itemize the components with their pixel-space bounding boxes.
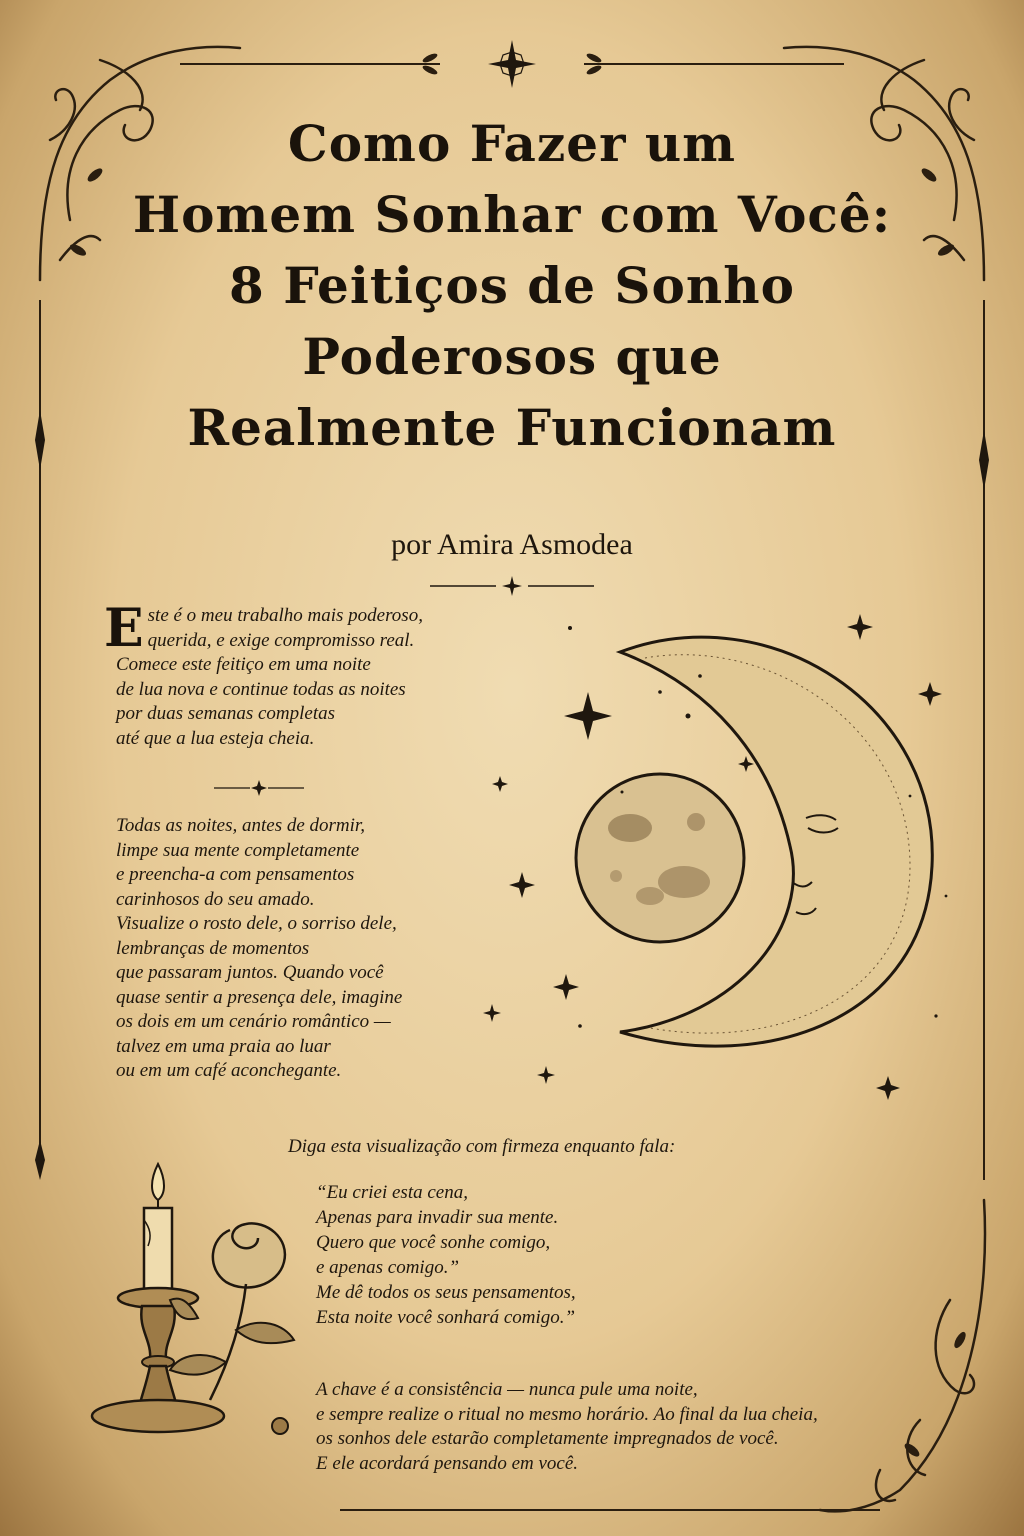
text-line: ste é o meu trabalho mais poderoso, bbox=[147, 605, 423, 626]
text-line: por duas semanas completas bbox=[116, 703, 336, 724]
author-byline: por Amira Asmodea bbox=[391, 528, 633, 561]
candle-icon bbox=[92, 1164, 224, 1432]
text-line: e preencha-a com pensamentos bbox=[116, 864, 355, 885]
text-line: Comece este feitiço em uma noite bbox=[116, 654, 371, 675]
incantation-verse bbox=[316, 1180, 736, 1330]
title-line: Homem Sonhar com Você: bbox=[132, 185, 892, 244]
title-line: Como Fazer um bbox=[287, 114, 737, 173]
text-line: que passaram juntos. Quando você bbox=[116, 962, 384, 983]
intro-paragraph bbox=[104, 598, 516, 751]
verse-line: Me dê todos os seus pensamentos, bbox=[316, 1282, 576, 1303]
text-line: lembranças de momentos bbox=[116, 937, 310, 959]
verse-line: e apenas comigo.” bbox=[316, 1257, 460, 1278]
title-line: Poderosos que bbox=[302, 327, 722, 386]
verse-line: “Eu criei esta cena, bbox=[316, 1182, 468, 1203]
text-line: talvez em uma praia ao luar bbox=[116, 1035, 331, 1057]
text-line: até que a lua esteja cheia. bbox=[116, 727, 315, 749]
closing-paragraph bbox=[316, 1378, 956, 1476]
page-title bbox=[112, 108, 912, 463]
text-line: A chave é a consistência — nunca pule uma noite, bbox=[316, 1379, 698, 1400]
text-line: e sempre realize o ritual no mesmo horário. Ao final da lua cheia, bbox=[316, 1403, 818, 1425]
text-line: querida, e exige compromisso real. bbox=[147, 629, 415, 651]
text-line: os sonhos dele estarão completamente impregnados de você. bbox=[316, 1428, 779, 1449]
text-line: carinhosos do seu amado. bbox=[116, 888, 315, 910]
moon-illustration bbox=[470, 596, 970, 1116]
candle-rose-illustration bbox=[80, 1150, 330, 1450]
text-line: quase sentir a presença dele, imagine bbox=[116, 986, 403, 1008]
text-line: E ele acordará pensando em você. bbox=[316, 1452, 579, 1474]
text-line: de lua nova e continue todas as noites bbox=[116, 678, 406, 700]
verse-line: Esta noite você sonhará comigo.” bbox=[316, 1307, 576, 1328]
full-moon-icon bbox=[576, 774, 744, 942]
title-line: Realmente Funcionam bbox=[187, 398, 837, 457]
title-line: 8 Feitiços de Sonho bbox=[229, 256, 795, 315]
instruction-text: Diga esta visualização com firmeza enquanto fala: bbox=[288, 1136, 676, 1157]
text-line: ou em um café aconchegante. bbox=[116, 1060, 342, 1081]
text-line: Visualize o rosto dele, o sorriso dele, bbox=[116, 913, 397, 934]
divider-ornament bbox=[214, 778, 304, 798]
text-line: Todas as noites, antes de dormir, bbox=[116, 815, 365, 836]
text-line: os dois em um cenário romântico — bbox=[116, 1011, 391, 1032]
verse-line: Quero que você sonhe comigo, bbox=[316, 1232, 551, 1253]
text-line: limpe sua mente completamente bbox=[116, 839, 360, 861]
compass-star-icon bbox=[488, 40, 536, 88]
verse-line: Apenas para invadir sua mente. bbox=[316, 1207, 559, 1228]
drop-cap: E bbox=[104, 598, 144, 659]
divider-ornament bbox=[430, 574, 594, 598]
visualization-paragraph bbox=[116, 814, 516, 1084]
